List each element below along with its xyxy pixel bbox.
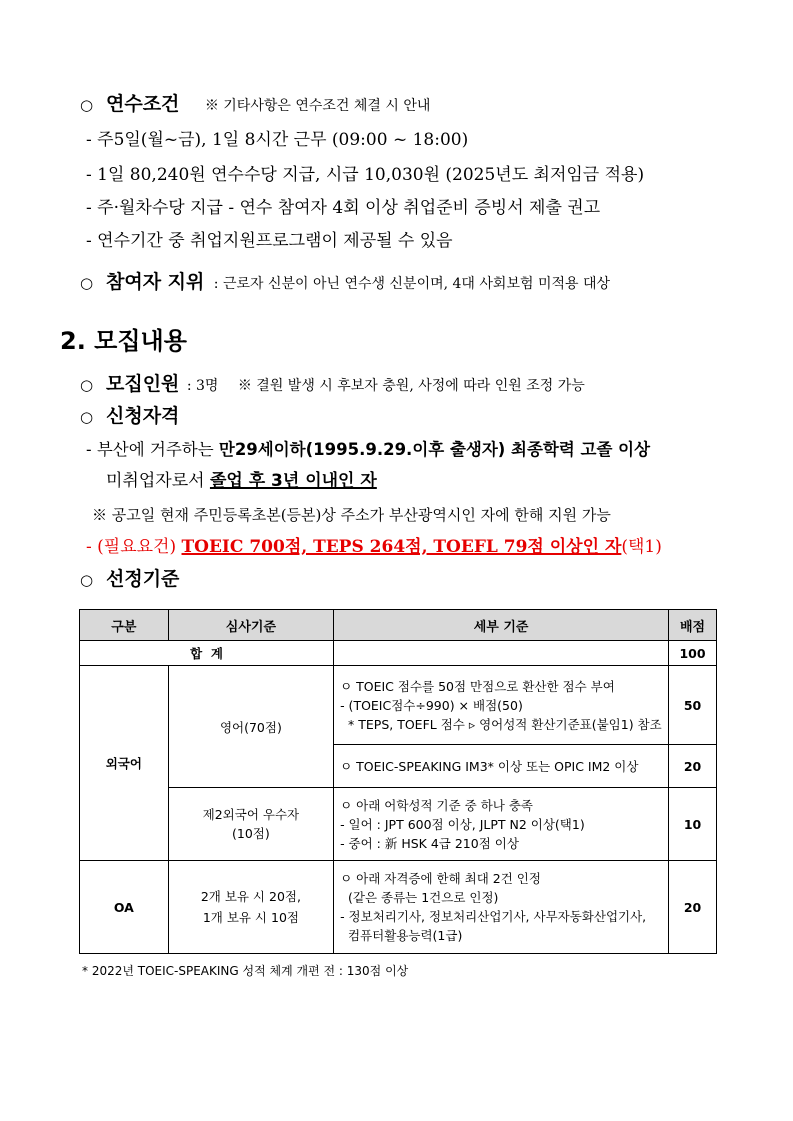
table-row (80, 861, 717, 954)
eligibility-line-2-bold: 졸업 후 3년 이내인 자 (209, 471, 377, 491)
detail-line: - (TOEIC점수÷990) × 배점(50) (340, 697, 523, 713)
second-language-score: 10 (669, 788, 717, 861)
detail-line: ㅇ TOEIC 점수를 50점 만점으로 환산한 점수 부여 (340, 678, 615, 694)
training-conditions-heading (80, 92, 430, 118)
eligibility-line-1 (86, 438, 650, 462)
oa-label: OA (80, 861, 169, 954)
table-footnote: * 2022년 TOEIC-SPEAKING 성적 체계 개편 전 : 130점 이상 (82, 964, 409, 978)
section-2-title: 2. 모집내용 (60, 327, 187, 355)
english-detail (334, 666, 669, 745)
eligibility-line-2 (106, 469, 377, 493)
total-label: 합 계 (80, 641, 334, 666)
speaking-detail (334, 745, 669, 788)
eligibility-note: ※ 공고일 현재 주민등록초본(등본)상 주소가 부산광역시인 자에 한해 지원 가능 (92, 506, 611, 524)
recruit-count-note: ※ 결원 발생 시 후보자 충원, 사정에 따라 인원 조정 가능 (237, 378, 585, 394)
oa-detail (334, 861, 669, 954)
training-condition-item: - 주·월차수당 지급 - 연수 참여자 4회 이상 취업준비 증빙서 제출 권고 (86, 198, 601, 218)
second-language-criteria (168, 788, 333, 861)
circle-bullet-icon: ○ (80, 408, 94, 426)
eligibility-line-1-prefix: - 부산에 거주하는 (86, 440, 219, 459)
detail-line: ㅇ 아래 자격증에 한해 최대 2건 인정 (340, 871, 541, 886)
foreign-language-label: 외국어 (80, 666, 169, 861)
detail-line: 컴퓨터활용능력(1급) (340, 928, 463, 943)
oa-score: 20 (669, 861, 717, 954)
oa-criteria (168, 861, 333, 954)
english-score: 50 (669, 666, 717, 745)
requirement-bold: TOEIC 700점, TEPS 264점, TOEFL 79점 이상인 자 (181, 537, 622, 557)
total-row (80, 641, 717, 666)
detail-line: ㅇ TOEIC-SPEAKING IM3* 이상 또는 OPIC IM2 이상 (340, 758, 639, 774)
selection-title: 선정기준 (106, 568, 180, 590)
table-header-row (80, 610, 717, 641)
requirement-suffix: (택1) (621, 537, 662, 557)
eligibility-line-1-bold: 만29세이하(1995.9.29.이후 출생자) 최종학력 고졸 이상 (218, 440, 651, 459)
circle-bullet-icon: ○ (80, 274, 94, 292)
header-category: 구분 (80, 610, 169, 641)
eligibility-title: 신청자격 (106, 405, 180, 427)
circle-bullet-icon: ○ (80, 96, 94, 114)
participant-status-line (80, 270, 610, 296)
total-score: 100 (669, 641, 717, 666)
table-row (80, 788, 717, 861)
detail-line: - 중어 : 新 HSK 4급 210점 이상 (340, 835, 519, 851)
training-condition-item: - 주5일(월~금), 1일 8시간 근무 (09:00 ~ 18:00) (86, 130, 469, 150)
training-condition-item: - 연수기간 중 취업지원프로그램이 제공될 수 있음 (86, 231, 453, 251)
participant-status-title: 참여자 지위 (106, 271, 205, 293)
eligibility-heading (80, 404, 179, 429)
criteria-line: 제2외국어 우수자 (202, 807, 300, 822)
detail-line: - 일어 : JPT 600점 이상, JLPT N2 이상(택1) (340, 816, 585, 832)
detail-line: (같은 종류는 1건으로 인정) (340, 890, 499, 905)
requirement-prefix: - (필요요건) (86, 537, 182, 557)
table-row (80, 666, 717, 745)
selection-criteria-table (79, 609, 717, 954)
detail-line: ㅇ 아래 어학성적 기준 중 하나 충족 (340, 797, 533, 813)
recruit-count-title: 모집인원 (106, 373, 180, 395)
total-empty-cell (334, 641, 669, 666)
circle-bullet-icon: ○ (80, 376, 94, 394)
participant-status-text: : 근로자 신분이 아닌 연수생 신분이며, 4대 사회보험 미적용 대상 (213, 276, 611, 292)
english-criteria: 영어(70점) (168, 666, 333, 788)
detail-line: - 정보처리기사, 정보처리산업기사, 사무자동화산업기사, (340, 909, 647, 924)
circle-bullet-icon: ○ (80, 571, 94, 589)
criteria-line: 1개 보유 시 10점 (202, 910, 299, 925)
training-conditions-title: 연수조건 (106, 93, 180, 115)
eligibility-line-2-prefix: 미취업자로서 (106, 471, 210, 491)
second-language-detail (334, 788, 669, 861)
recruit-count-line (80, 372, 585, 398)
header-criteria: 심사기준 (168, 610, 333, 641)
detail-line: * TEPS, TOEFL 점수 ▹ 영어성적 환산기준표(붙임1) 참조 (340, 716, 662, 732)
criteria-line: (10점) (232, 826, 270, 841)
selection-heading (80, 567, 179, 592)
header-score: 배점 (669, 610, 717, 641)
recruit-count-value: : 3명 (186, 378, 219, 394)
criteria-line: 2개 보유 시 20점, (200, 889, 301, 904)
speaking-score: 20 (669, 745, 717, 788)
training-condition-item: - 1일 80,240원 연수수당 지급, 시급 10,030원 (2025년도 최저임금 적용) (86, 165, 645, 185)
eligibility-requirement (86, 535, 662, 559)
header-detail: 세부 기준 (334, 610, 669, 641)
training-conditions-note: ※ 기타사항은 연수조건 체결 시 안내 (204, 98, 431, 114)
